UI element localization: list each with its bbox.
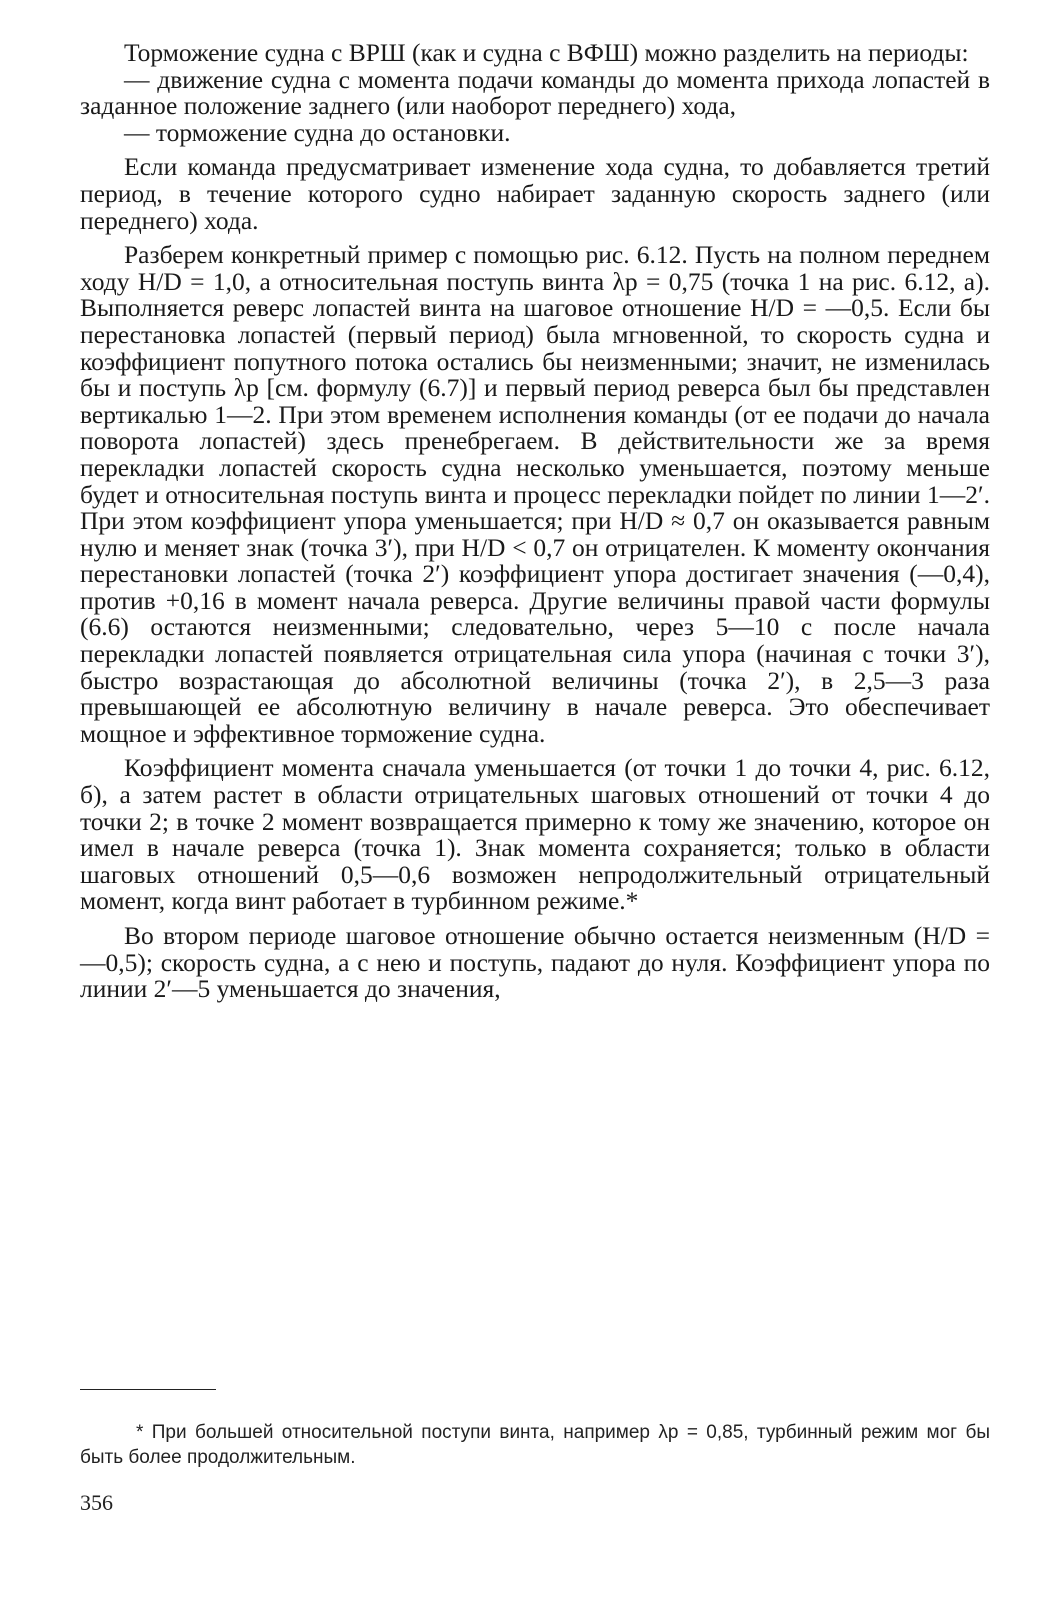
paragraph-third-period: Если команда предусматривает изменение хода судна, то добавляется третий период, в течение которого судно набирает заданную скорость заднего (или переднего) хода. (80, 152, 990, 235)
paragraph-intro: Торможение судна с ВРШ (как и судна с ВФШ) можно разделить на периоды: (124, 38, 969, 67)
footnote: * При большей относительной поступи винта, например λp = 0,85, турбинный режим мог бы быть более продолжительным. (80, 1422, 990, 1468)
list-item-period-2: — торможение судна до остановки. (124, 117, 511, 147)
footnote-divider (80, 1389, 216, 1390)
paragraph-example: Разберем конкретный пример с помощью рис. 6.12. Пусть на полном переднем ходу H/D = 1,0, а относительная поступь винта λp = 0,75 (точка 1 на рис. 6.12, а). Выполняется реверс лопастей винта на шаговое отношение H/D = —0,5. Если бы перестановка лопастей (первый период) была мгновенной, то скорость судна и коэффициент попутного потока остались бы неизменными; значит, не изменилась бы и поступь λp [см. формулу (6.7)] и первый период реверса был бы представлен вертикалью 1—2. При этом временем исполнения команды (от ее подачи до начала поворота лопастей) здесь пренебрегаем. В действительности же за время перекладки лопастей скорость судна несколько уменьшается, поэтому меньше будет и относительная поступь винта и процесс перекладки пойдет по линии 1—2′. При этом коэффициент упора уменьшается; при H/D ≈ 0,7 он оказывается равным нулю и меняет знак (точка 3′), при H/D < 0,7 он отрицателен. К моменту окончания перестановки лопастей (точка 2′) коэффициент упора достигает значения (—0,4), против +0,16 в момент начала реверса. Другие величины правой части формулы (6.6) остаются неизменными; следовательно, через 5—10 с после начала перекладки лопастей появляется отрицательная сила упора (начиная с точки 3′), быстро возрастающая до абсолютной величины (точка 2′), в 2,5—3 раза превышающей ее абсолютную величину в начале реверса. Это обеспечивает мощное и эффективное торможение судна. (80, 240, 990, 748)
page-number: 356 (80, 1490, 113, 1515)
paragraph-second-period: Во втором периоде шаговое отношение обычно остается неизменным (H/D = —0,5); скорость судна, а с нею и поступь, падают до нуля. Коэффициент упора по линии 2′—5 уменьшается до значения, (80, 921, 990, 1004)
paragraph-moment-coefficient: Коэффициент момента сначала уменьшается (от точки 1 до точки 4, рис. 6.12, б), а затем растет в области отрицательных шаговых отношений от точки 4 до точки 2; в точке 2 момент возвращается примерно к тому же значению, которое он имел в начале реверса (точка 1). Знак момента сохраняется; только в области шаговых отношений 0,5—0,6 возможен непродолжительный отрицательный момент, когда винт работает в турбинном режиме.* (80, 753, 990, 916)
page-body (80, 40, 990, 1011)
list-item-period-1: — движение судна с момента подачи команды до момента прихода лопастей в заданное положение заднего (или наоборот переднего) хода, (80, 64, 990, 121)
